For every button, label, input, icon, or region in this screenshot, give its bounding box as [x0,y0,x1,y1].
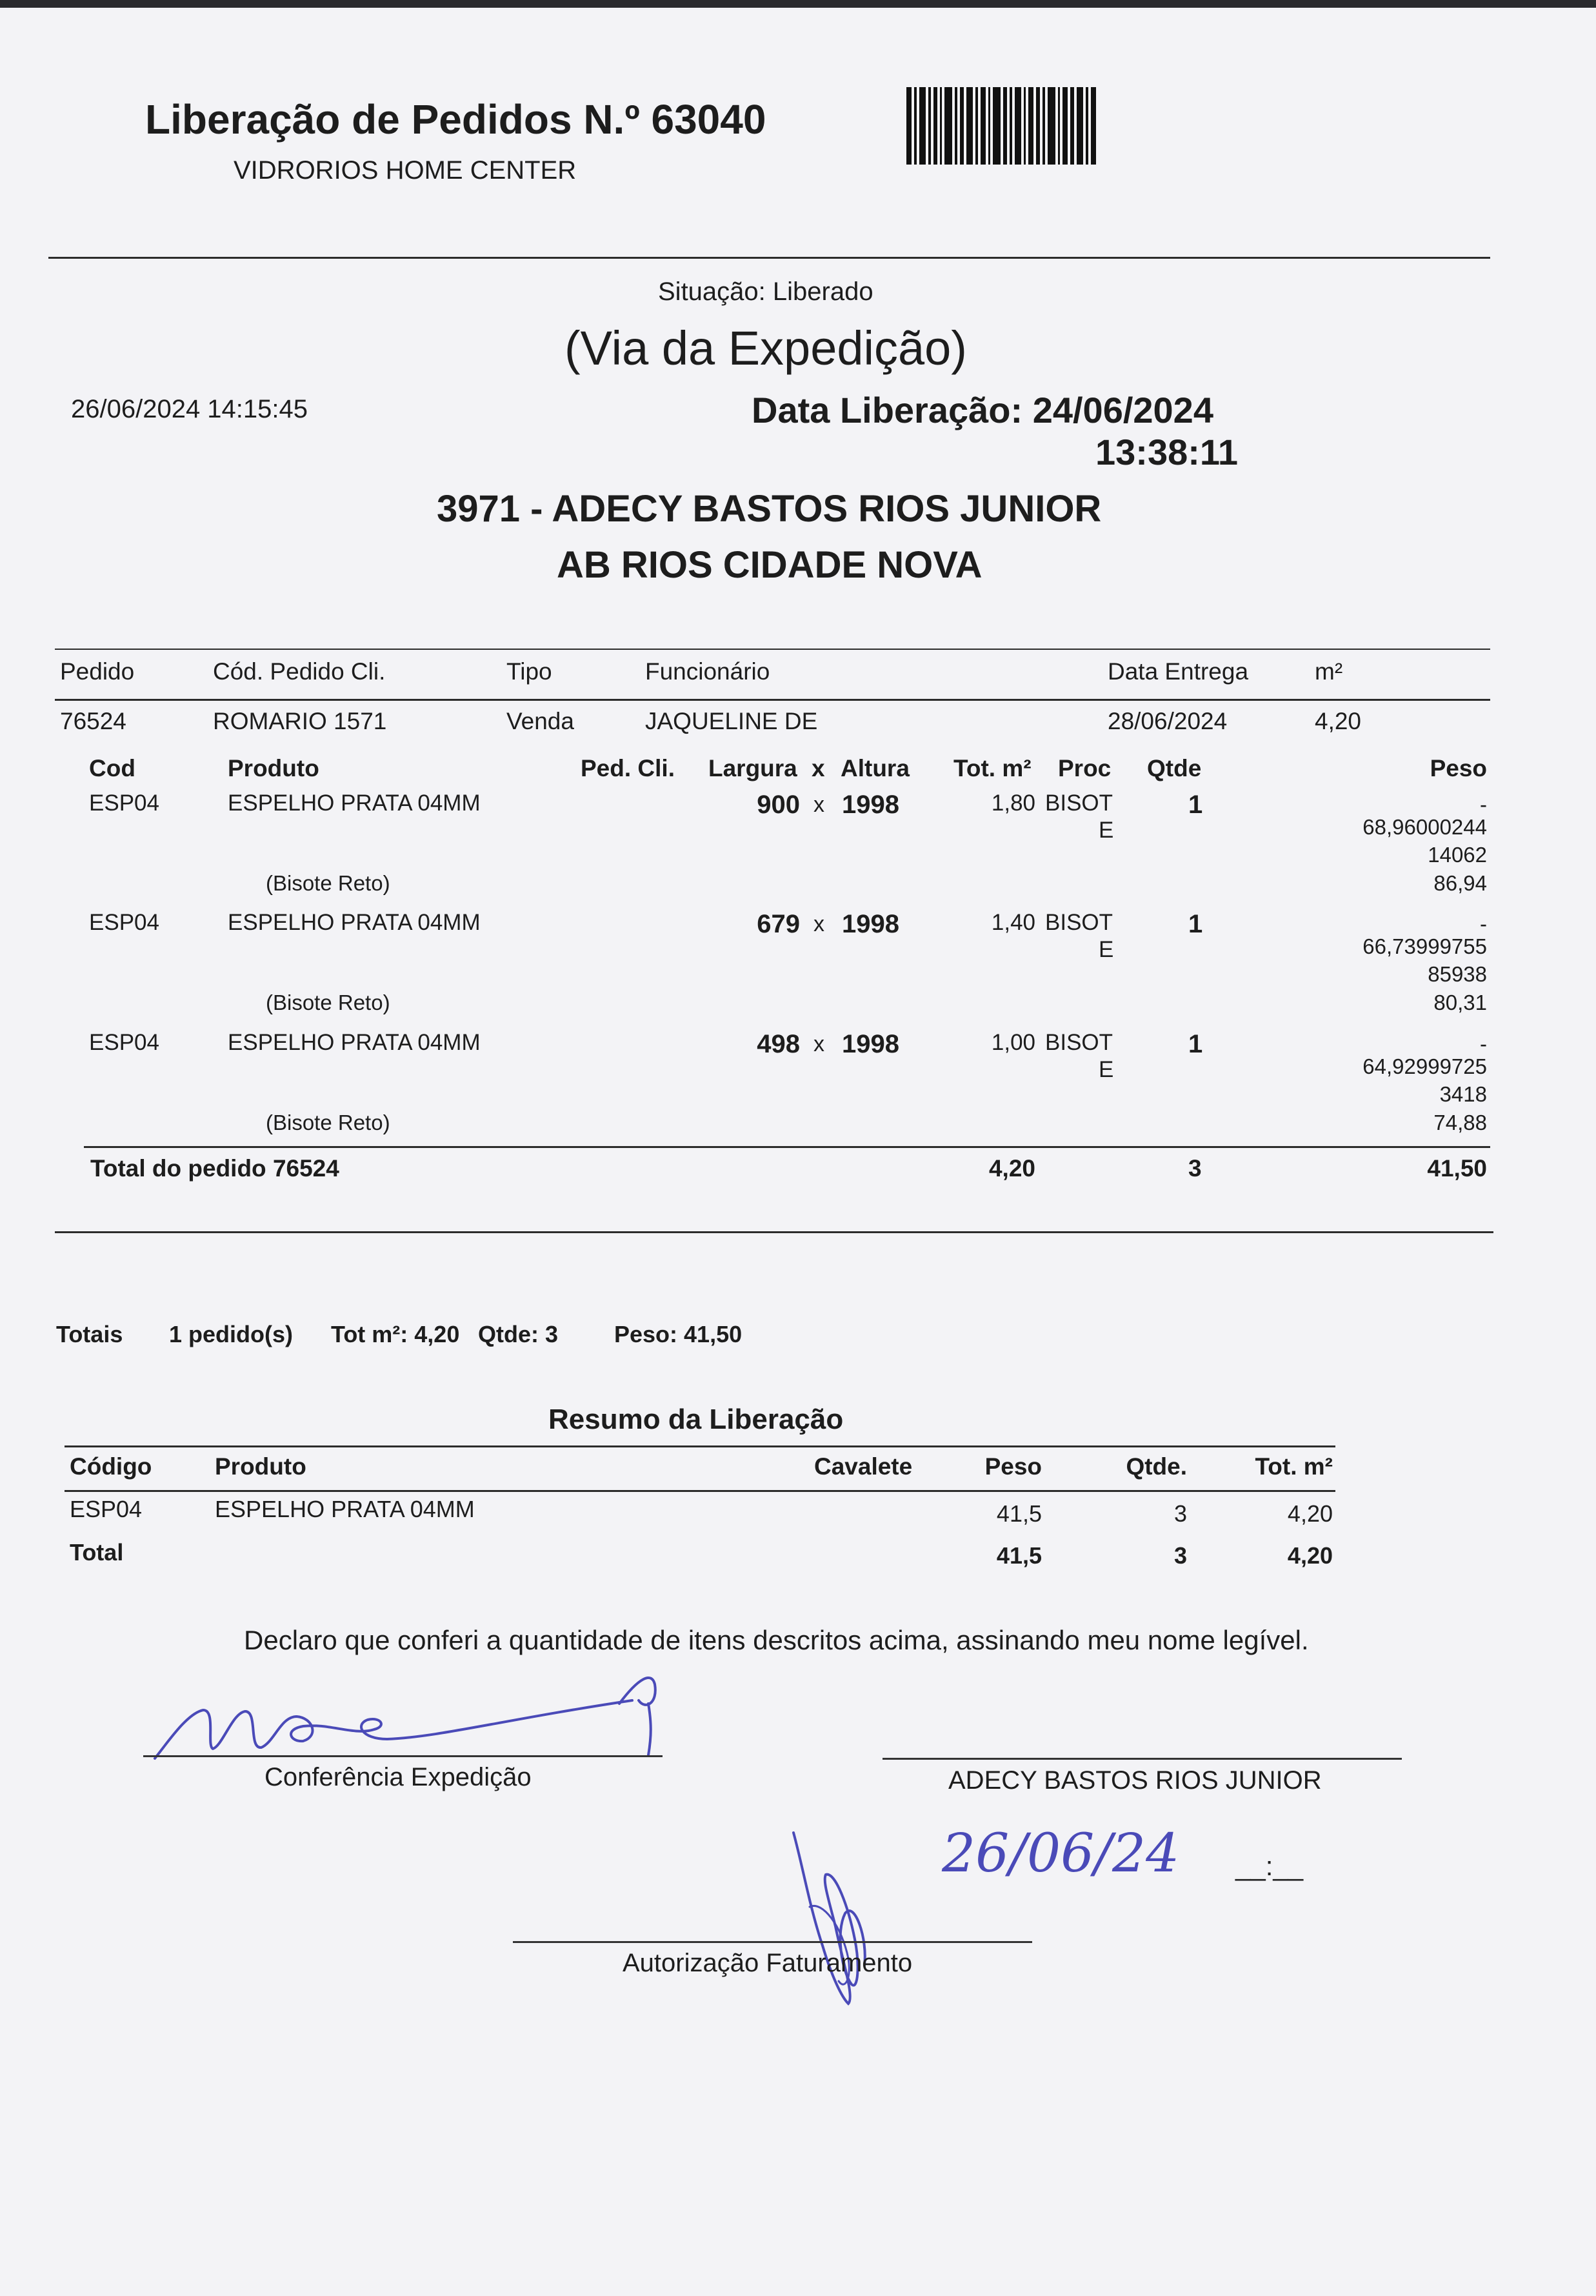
col-pedido: Pedido [60,658,135,685]
item-peso-line3: 86,94 [1433,871,1487,895]
item-qtde: 1 [1188,1030,1203,1058]
col-funcionario: Funcionário [645,658,770,685]
item-qtde: 1 [1188,910,1203,938]
item-note: (Bisote Reto) [266,991,390,1014]
company-name: VIDRORIOS HOME CENTER [234,156,577,185]
item-proc-cont: E [1099,818,1114,843]
totals-qtde: Qtde: 3 [478,1321,559,1347]
summary-total-label: Total [70,1539,124,1566]
item-peso-line2: 14062 [1428,843,1487,867]
item-qtde: 1 [1188,791,1203,819]
summary-col-qtde: Qtde. [1126,1453,1187,1480]
order-total-rule [84,1146,1490,1148]
totals-pedidos: 1 pedido(s) [169,1321,294,1347]
order-total-m2: 4,20 [988,1155,1035,1182]
item-peso-dash: - [1480,792,1487,816]
items-col-altura: Altura [841,755,910,781]
item-proc-cont: E [1099,1057,1114,1082]
summary-row-qtde: 3 [1173,1500,1187,1527]
order-table-top-rule [55,649,1490,650]
totals-peso: Peso: 41,50 [614,1321,743,1347]
summary-top-rule [65,1445,1335,1447]
item-peso-line2: 3418 [1439,1082,1487,1106]
col-data-entrega: Data Entrega [1108,658,1249,685]
item-peso-line1: 66,73999755 [1362,934,1487,958]
item-peso-line3: 74,88 [1433,1111,1487,1134]
signature-line-cliente [883,1758,1402,1760]
item-x: x [813,912,824,936]
item-proc: BISOT [1045,791,1113,816]
item-x: x [813,1032,824,1056]
item-altura: 1998 [842,791,899,819]
col-m2: m² [1315,658,1343,685]
item-produto: ESPELHO PRATA 04MM [228,910,481,935]
order-total-label: Total do pedido 76524 [90,1155,339,1182]
items-col-qtde: Qtde [1147,755,1202,781]
label-conferencia: Conferência Expedição [264,1763,532,1791]
items-col-tot-m2: Tot. m² [953,755,1032,781]
summary-col-cavalete: Cavalete [814,1453,913,1480]
label-cliente: ADECY BASTOS RIOS JUNIOR [948,1766,1322,1795]
item-proc: BISOT [1045,910,1113,935]
order-client-code: ROMARIO 1571 [213,708,387,734]
customer-name: 3971 - ADECY BASTOS RIOS JUNIOR [437,488,1102,530]
summary-col-codigo: Código [70,1453,152,1480]
customer-store: AB RIOS CIDADE NOVA [557,544,983,586]
order-delivery-date: 28/06/2024 [1108,708,1228,734]
summary-total-peso: 41,5 [996,1542,1042,1569]
order-m2: 4,20 [1315,708,1362,734]
summary-header-rule [65,1490,1335,1492]
item-cod: ESP04 [89,910,159,935]
item-peso-dash: - [1480,1032,1487,1056]
status-text: Situação: Liberado [658,277,873,306]
scan-edge [0,0,1596,8]
order-number: 76524 [60,708,126,734]
item-peso-line1: 68,96000244 [1362,815,1487,839]
totals-label: Totais [56,1321,123,1347]
order-employee: JAQUELINE DE [645,708,818,734]
summary-row-codigo: ESP04 [70,1496,143,1522]
document-title: Liberação de Pedidos N.º 63040 [145,96,766,143]
items-col-largura: Largura [708,755,797,781]
items-col-ped-cli: Ped. Cli. [581,755,675,781]
summary-col-produto: Produto [215,1453,306,1480]
item-cod: ESP04 [89,1030,159,1055]
summary-row-tot-m2: 4,20 [1287,1500,1333,1527]
summary-col-tot-m2: Tot. m² [1255,1453,1333,1480]
item-peso-dash: - [1480,912,1487,936]
item-largura: 900 [757,791,800,819]
totals-m2: Tot m²: 4,20 [331,1321,460,1347]
header-divider [48,257,1490,259]
summary-col-peso: Peso [984,1453,1042,1480]
items-col-produto: Produto [228,755,319,781]
handwritten-date: 26/06/24 [942,1823,1180,1884]
item-peso-line2: 85938 [1428,962,1487,986]
summary-row-produto: ESPELHO PRATA 04MM [215,1496,475,1522]
item-cod: ESP04 [89,791,159,816]
signature-line-conferencia [143,1755,663,1757]
item-proc-cont: E [1099,937,1114,962]
item-produto: ESPELHO PRATA 04MM [228,1030,481,1055]
via-label: (Via da Expedição) [564,321,967,375]
print-datetime: 26/06/2024 14:15:45 [71,395,308,423]
summary-total-qtde: 3 [1173,1542,1187,1569]
item-x: x [813,792,824,817]
release-date: Data Liberação: 24/06/2024 [752,390,1213,430]
declaration-text: Declaro que conferi a quantidade de itens descritos acima, assinando meu nome legível. [244,1625,1309,1655]
time-blank: __:__ [1235,1851,1304,1881]
item-tot-m2: 1,40 [991,910,1035,935]
items-col-proc: Proc [1058,755,1112,781]
item-peso-line1: 64,92999725 [1362,1054,1487,1078]
col-tipo: Tipo [506,658,552,685]
item-note: (Bisote Reto) [266,871,390,895]
order-type: Venda [506,708,574,734]
summary-title: Resumo da Liberação [548,1404,844,1435]
item-largura: 498 [757,1030,800,1058]
items-col-cod: Cod [89,755,135,781]
item-largura: 679 [757,910,800,938]
item-proc: BISOT [1045,1030,1113,1055]
item-tot-m2: 1,00 [991,1030,1035,1055]
col-cod-pedido-cli: Cód. Pedido Cli. [213,658,386,685]
order-total-peso: 41,50 [1427,1155,1487,1182]
signature-line-autorizacao [513,1941,1032,1943]
item-altura: 1998 [842,1030,899,1058]
item-produto: ESPELHO PRATA 04MM [228,791,481,816]
handwritten-signature-autorizacao [784,1829,887,2010]
item-altura: 1998 [842,910,899,938]
summary-row-peso: 41,5 [996,1500,1042,1527]
order-total-qtde: 3 [1188,1155,1202,1182]
items-col-peso: Peso [1430,755,1487,781]
items-col-x: x [812,755,825,781]
item-tot-m2: 1,80 [991,791,1035,816]
release-time: 13:38:11 [1095,432,1239,472]
order-end-rule [55,1231,1493,1233]
summary-total-tot-m2: 4,20 [1287,1542,1333,1569]
handwritten-signature-conferencia [142,1665,690,1768]
label-autorizacao: Autorização Faturamento [623,1949,913,1977]
item-note: (Bisote Reto) [266,1111,390,1134]
order-table-header-rule [55,699,1490,701]
item-peso-line3: 80,31 [1433,991,1487,1014]
barcode [906,87,1158,165]
